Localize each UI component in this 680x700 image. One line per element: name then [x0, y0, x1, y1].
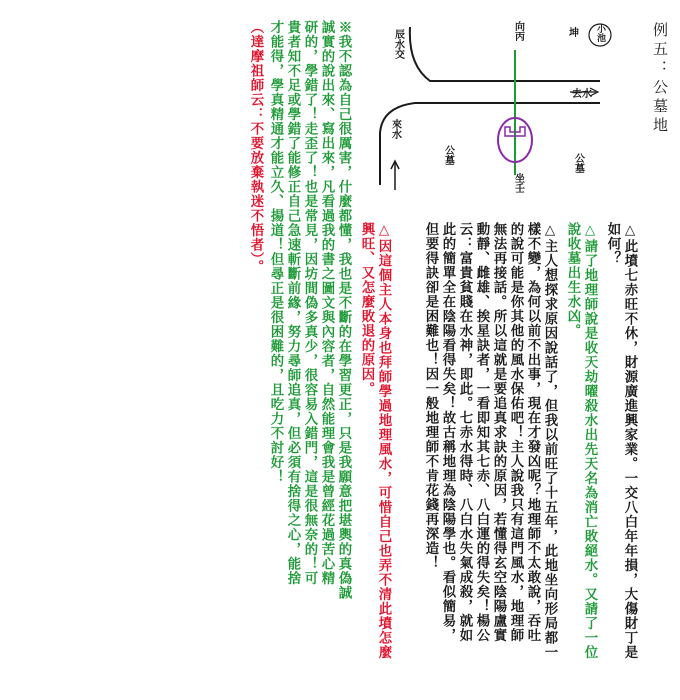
direction-bottom-label: 坐壬	[512, 173, 524, 193]
page-title: 例五：公墓地	[651, 22, 669, 136]
text-column: △此墳七赤旺不休，財源廣進興家業。一交八白年年損，大傷財丁是	[622, 222, 638, 660]
text-column: 誠實的說出來、寫出來，凡看過我的書之圖文與內容者，自然能理會我是曾經花過苦心精	[319, 20, 335, 586]
text-column: 無法再接話。所以這就是要追真求訣的原因，若懂得玄空陰陽盧實	[491, 222, 507, 643]
site-diagram	[360, 15, 640, 205]
text-column: 說收墓出生水凶。	[565, 222, 581, 338]
text-column: 如何？	[605, 222, 621, 266]
text-column: 的說可能是你其他的風水保佑吧！主人說我只有這門風水，地理師	[508, 222, 524, 643]
chen-water-label: 辰水交	[392, 29, 404, 59]
text-column: 但要得訣卻是困難也！因一般地理師不肯花錢再深造！	[423, 222, 439, 570]
text-column: 動靜、雌雄、挨星訣者，一看即知其七赤、八白運的得失矣！楊公	[474, 222, 490, 643]
direction-top-label: 向丙	[512, 21, 524, 41]
text-column: △請了地理師說是收天劫曜殺水出先天名為消亡敗絕水。又請了一位	[582, 222, 598, 660]
text-column: 興旺、又怎麼敗退的原因。	[359, 222, 375, 396]
kun-label: 坤	[566, 27, 578, 37]
text-column: 研的，學錯了！走歪了！也是常見，因坊間偽多真少，很容易入錯門，這是很無奈的！可	[302, 20, 318, 586]
gongmu-right-label: 公墓	[572, 153, 584, 173]
gongmu-left-label: 公墓	[442, 145, 454, 165]
text-column: 云：富貴貧賤在水神，即此。七赤水得時、八白水失氣成殺，就如	[457, 222, 473, 643]
lai-water-label: 來水	[389, 119, 401, 139]
text-column: ※我不認為自己很厲害，什麼都懂，我也是不斷的在學習更正，只是我願意把堪輿的真偽誠	[336, 20, 352, 600]
text-column: △主人想探求原因說話了，但我以前旺了十五年，此地坐向形局都一	[542, 222, 558, 660]
qu-water-label: 去水	[572, 89, 592, 100]
text-column: △因這個主人本身也拜師學過地理風水，可惜自己也弄不清此墳怎麼	[376, 222, 392, 660]
text-column: 才能得，學真精通才能立久、揚道！但尋正是很困難的，且吃力不討好！	[268, 20, 284, 484]
text-column: 貴者知不足或學錯了能修正自己急速斬斷前緣，努力尋師追真，但必須有捨得之心，能捨	[285, 20, 301, 586]
text-column: （達摩祖師云：不要放棄執迷不悟者）。	[248, 20, 264, 275]
pond-label: 小池	[595, 24, 605, 42]
text-column: 此的簡單全在陰陽看得失矣！故古稱地理為陰陽學也。看似簡易，	[440, 222, 456, 643]
text-column: 樣不變，為何以前不出事，現在才發凶呢？地理師不太敢說，吞吐	[525, 222, 541, 643]
